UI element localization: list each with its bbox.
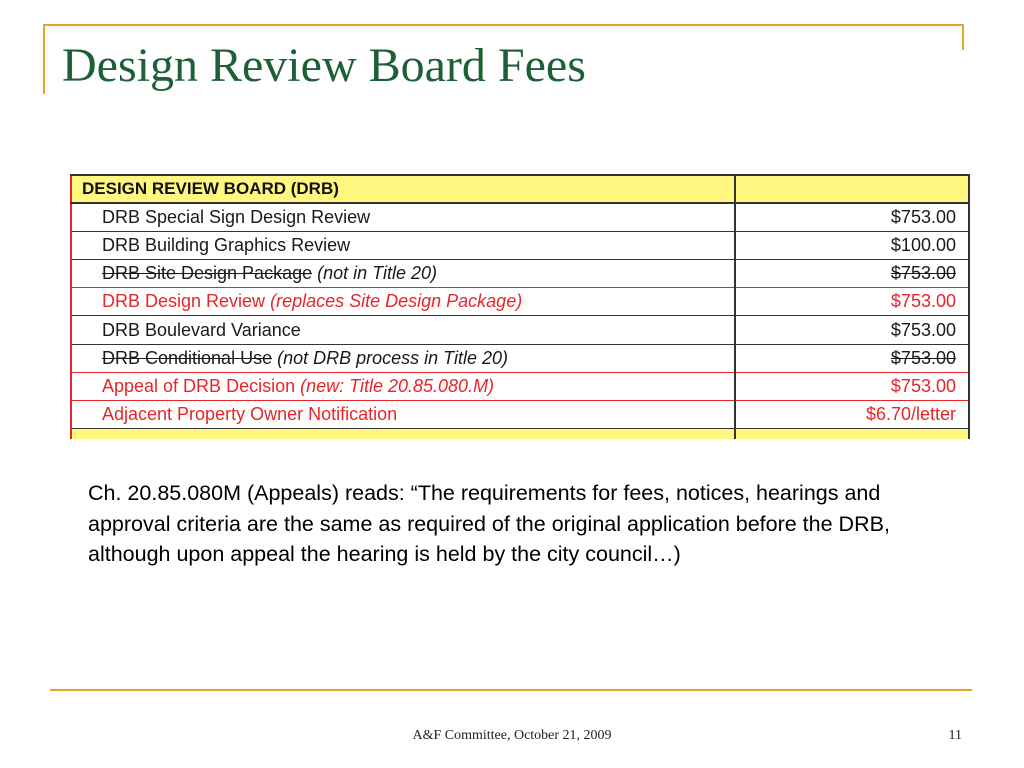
left-accent-rule <box>43 24 45 94</box>
table-row <box>71 372 969 400</box>
fee-item-label: DRB Site Design Package <box>102 263 313 284</box>
footer-text: A&F Committee, October 21, 2009 <box>412 728 612 743</box>
fee-amount: $753.00 <box>735 316 969 344</box>
table-row <box>71 231 969 259</box>
fee-table <box>70 174 970 439</box>
table-row <box>71 288 969 316</box>
fee-item-cell <box>71 288 735 316</box>
table-row <box>71 260 969 288</box>
fee-amount: $6.70/letter <box>735 401 969 429</box>
appeals-explanation: Ch. 20.85.080M (Appeals) reads: “The requirements for fees, notices, hearings and approval criteria are the same as required of the original application before the DRB, although upon appeal the hearing is held by the city council…) <box>88 481 890 566</box>
table-header-fee-cell <box>735 175 969 203</box>
fee-amount: $753.00 <box>735 288 969 316</box>
fee-item-label: DRB Boulevard Variance <box>102 319 301 340</box>
slide-title: Design Review Board Fees <box>62 39 586 92</box>
top-accent-rule <box>43 24 964 26</box>
fee-item-label: DRB Building Graphics Review <box>102 234 351 255</box>
fee-item-cell <box>71 344 735 372</box>
table-header-row <box>71 175 969 203</box>
table-header-label: DESIGN REVIEW BOARD (DRB) <box>71 175 735 203</box>
fee-amount: $753.00 <box>735 344 969 372</box>
fee-item-label: DRB Conditional Use <box>102 347 273 368</box>
fee-item-label: DRB Design Review <box>102 291 266 312</box>
fee-item-note: (not in Title 20) <box>317 263 438 284</box>
page-number: 11 <box>948 728 962 743</box>
fee-item-cell <box>71 401 735 429</box>
table-footer-cell <box>71 429 735 439</box>
fee-item-note: (replaces Site Design Package) <box>270 291 523 312</box>
fee-item-cell <box>71 203 735 231</box>
right-accent-rule <box>962 24 964 50</box>
table-row <box>71 203 969 231</box>
table-footer-row <box>71 429 969 439</box>
table-footer-fee-cell <box>735 429 969 439</box>
fee-item-note: (new: Title 20.85.080.M) <box>300 375 495 396</box>
fee-amount: $753.00 <box>735 372 969 400</box>
fee-item-cell <box>71 260 735 288</box>
fee-amount: $100.00 <box>735 231 969 259</box>
fee-item-label: Adjacent Property Owner Notification <box>102 404 398 425</box>
fee-item-cell <box>71 316 735 344</box>
fee-amount: $753.00 <box>735 203 969 231</box>
table-row <box>71 344 969 372</box>
table-row <box>71 401 969 429</box>
bottom-accent-rule <box>50 689 972 691</box>
fee-amount: $753.00 <box>735 260 969 288</box>
table-row <box>71 316 969 344</box>
fee-item-label: DRB Special Sign Design Review <box>102 207 371 228</box>
fee-item-note: (not DRB process in Title 20) <box>277 347 509 368</box>
fee-item-cell <box>71 372 735 400</box>
fee-item-cell <box>71 231 735 259</box>
fee-item-label: Appeal of DRB Decision <box>102 375 296 396</box>
